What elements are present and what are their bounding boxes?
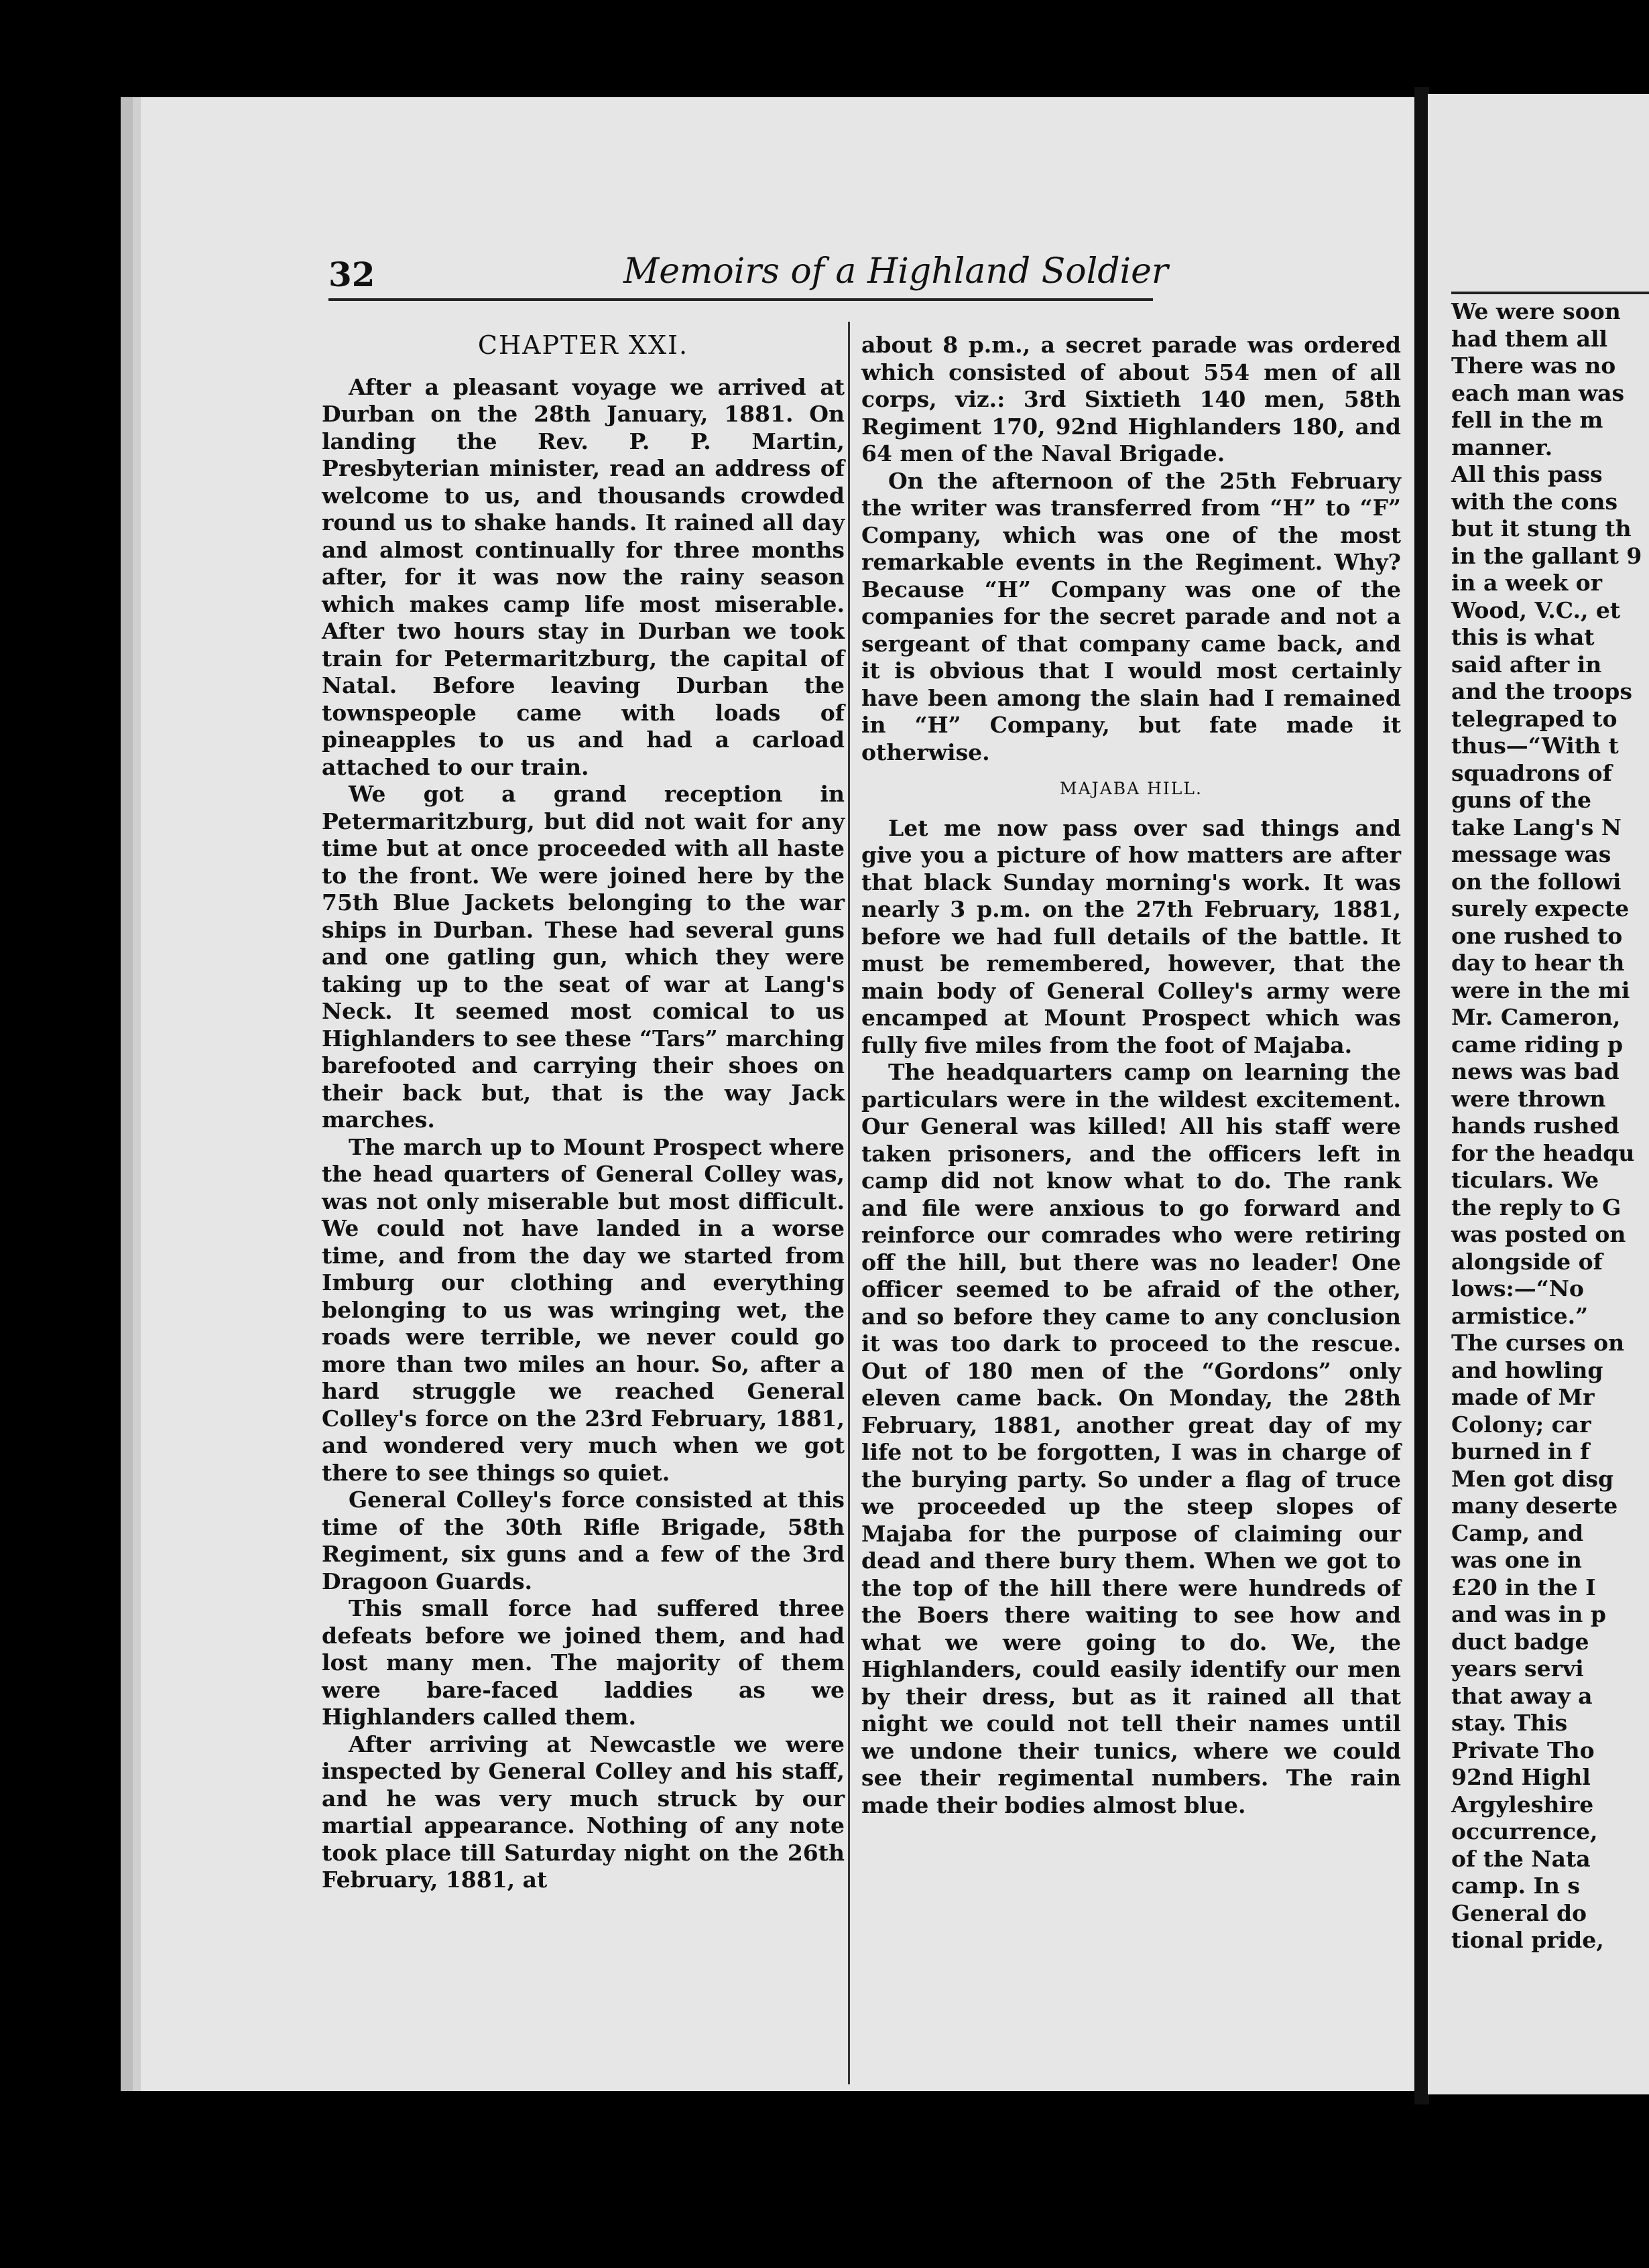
fragment-line: duct badge: [1451, 1628, 1589, 1655]
fragment-line: burned in f: [1451, 1438, 1590, 1464]
fragment-line: £20 in the I: [1451, 1574, 1596, 1600]
chapter-title: CHAPTER XXI.: [477, 330, 689, 360]
fragment-line: with the cons: [1451, 488, 1618, 515]
fragment-line: occurrence,: [1451, 1818, 1598, 1844]
next-page-header-rule: [1451, 292, 1649, 294]
fragment-line: were in the mi: [1451, 976, 1630, 1003]
section-title: MAJABA HILL.: [1060, 779, 1203, 798]
fragment-line: in a week or: [1451, 570, 1603, 596]
fragment-line: this is what: [1451, 624, 1595, 650]
fragment-line: Camp, and: [1451, 1519, 1584, 1546]
fragment-line: and howling: [1451, 1357, 1603, 1383]
fragment-line: one rushed to: [1451, 922, 1623, 949]
fragment-line: take Lang's N: [1451, 814, 1622, 840]
fragment-line: telegraped to: [1451, 705, 1617, 732]
page-number: 32: [328, 255, 375, 294]
fragment-line: squadrons of: [1451, 759, 1612, 786]
fragment-line: came riding p: [1451, 1031, 1624, 1058]
fragment-line: day to hear th: [1451, 950, 1625, 976]
fragment-line: Argyleshire: [1451, 1791, 1594, 1818]
running-title: Memoirs of a Highland Soldier: [623, 251, 1168, 292]
fragment-line: in the gallant 9: [1451, 542, 1642, 569]
fragment-line: armistice.”: [1451, 1302, 1589, 1329]
fragment-line: made of Mr: [1451, 1384, 1595, 1410]
fragment-line: of the Nata: [1451, 1845, 1591, 1872]
fragment-line: surely expecte: [1451, 895, 1630, 922]
fragment-line: camp. In s: [1451, 1873, 1580, 1899]
fragment-line: hands rushed: [1451, 1113, 1620, 1139]
fragment-line: All this pass: [1451, 461, 1603, 487]
fragment-line: The curses on: [1451, 1330, 1625, 1356]
fragment-line: were thrown: [1451, 1085, 1606, 1112]
paragraph: Let me now pass over sad things and give you a picture of how matters are after that black Sunday morning's work. It was nearly 3 p.m. on the 27th February, 1881, before we had full details of the battle. It must be remembered, however, that the main body of General Colley's army were encamped at Mount Prospect which was fully five miles from the foot of Majaba.: [861, 814, 1401, 1058]
fragment-line: the reply to G: [1451, 1194, 1622, 1220]
fragment-line: guns of the: [1451, 787, 1592, 813]
paragraph: General Colley's force consisted at this time of the 30th Rifle Brigade, 58th Regiment, six guns and a few of the 3rd Dragoon Guards.: [322, 1487, 845, 1594]
fragment-line: We were soon: [1451, 298, 1621, 324]
paragraph: We got a grand reception in Petermaritzburg, but did not wait for any time but at once proceeded with all haste to the front. We were joined here by the 75th Blue Jackets belonging to the war ships in Durban. These had several guns and one gatling gun, which they were taking up to the seat of war at Lang's Neck. It seemed most comical to us Highlanders to see these “Tars” marching barefooted and carrying their shoes on their back but, that is the way Jack marches.: [322, 781, 845, 1133]
fragment-line: for the headqu: [1451, 1139, 1635, 1166]
paragraph: The headquarters camp on learning the particulars were in the wildest excitement. Our General was killed! All his staff were taken prisoners, and the officers left in camp did not know what to do. The rank and file were anxious to go forward and reinforce our comrades who were retiring off the hill, but there was no leader! One officer seemed to be afraid of the other, and so before they came to any conclusion it was too dark to proceed to the rescue. Out of 180 men of the “Gordons” only eleven came back. On Monday, the 28th February, 1881, another great day of my life not to be forgotten, I was in charge of the burying party. So under a flag of truce we proceeded up the steep slopes of Majaba for the purpose of claiming our dead and there bury them. When we got to the top of the hill there were hundreds of the Boers there waiting to see how and what we were going to do. We, the Highlanders, could easily identify our men by their dress, but as it rained all that night we could not tell their names until we undone their tunics, where we could see their regimental numbers. The rain made their bodies almost blue.: [861, 1059, 1401, 1818]
fragment-line: alongside of: [1451, 1248, 1603, 1275]
right-column: [861, 332, 1401, 1819]
paragraph: This small force had suffered three defeats before we joined them, and had lost many men. The majority of them were bare-faced laddies as we Highlanders called them.: [322, 1595, 845, 1730]
fragment-line: many deserte: [1451, 1493, 1618, 1519]
fragment-line: was one in: [1451, 1547, 1582, 1573]
fragment-line: Mr. Cameron,: [1451, 1004, 1621, 1030]
fragment-line: years servi: [1451, 1655, 1584, 1682]
fragment-line: tional pride,: [1451, 1927, 1604, 1953]
fragment-line: news was bad: [1451, 1058, 1620, 1084]
fragment-line: each man was: [1451, 379, 1625, 406]
fragment-line: Private Tho: [1451, 1737, 1595, 1763]
fragment-line: lows:—“No: [1451, 1275, 1584, 1302]
fragment-line: on the followi: [1451, 868, 1622, 895]
fragment-line: but it stung th: [1451, 515, 1632, 542]
fragment-line: 92nd Highl: [1451, 1764, 1591, 1790]
fragment-line: manner.: [1451, 434, 1553, 460]
fragment-line: stay. This: [1451, 1710, 1568, 1736]
fragment-line: Men got disg: [1451, 1465, 1614, 1492]
fragment-line: and was in p: [1451, 1601, 1606, 1627]
fragment-line: Wood, V.C., et: [1451, 596, 1621, 623]
column-divider: [848, 322, 850, 2084]
fragment-line: said after in: [1451, 651, 1602, 678]
fragment-line: Colony; car: [1451, 1411, 1591, 1438]
fragment-line: General do: [1451, 1899, 1587, 1926]
fragment-line: ticulars. We: [1451, 1167, 1599, 1193]
left-column: [322, 332, 845, 1894]
paragraph: about 8 p.m., a secret parade was ordered which consisted of about 554 men of all corps, viz.: 3rd Sixtieth 140 men, 58th Regiment 170, 92nd Highlanders 180, and 64 men of the Naval Brigade.: [861, 332, 1401, 466]
fragment-line: was posted on: [1451, 1221, 1626, 1247]
fragment-line: and the troops: [1451, 678, 1632, 704]
next-page-text-fragment: [1451, 298, 1649, 1954]
paragraph: After arriving at Newcastle we were inspected by General Colley and his staff, and he was very much struck by our martial appearance. Nothing of any note took place till Saturday night on the 26th February, 1881, at: [322, 1730, 845, 1893]
paragraph: On the afternoon of the 25th February the writer was transferred from “H” to “F” Company, which was one of the most remarkable events in the Regiment. Why? Because “H” Company was one of the companies for the secret parade and not a sergeant of that company came back, and it is obvious that I would most certainly have been among the slain had I remained in “H” Company, but fate made it otherwise.: [861, 467, 1401, 765]
fragment-line: that away a: [1451, 1682, 1593, 1709]
paragraph: The march up to Mount Prospect where the head quarters of General Colley was, was not only miserable but most difficult. We could not have landed in a worse time, and from the day we started from Imburg our clothing and everything belonging to us was wringing wet, the roads were terrible, we never could go more than two miles an hour. So, after a hard struggle we reached General Colley's force on the 23rd February, 1881, and wondered very much when we got there to see things so quiet.: [322, 1133, 845, 1486]
fragment-line: message was: [1451, 841, 1611, 867]
fragment-line: thus—“With t: [1451, 733, 1619, 759]
fragment-line: fell in the m: [1451, 407, 1603, 433]
page-header: [328, 251, 1168, 301]
fragment-line: There was no: [1451, 353, 1616, 379]
book-spine: [1414, 87, 1429, 2104]
fragment-line: had them all: [1451, 325, 1608, 352]
paragraph: After a pleasant voyage we arrived at Durban on the 28th January, 1881. On landing the Rev. P. P. Martin, Presbyterian minister, read an address of welcome to us, and thousands crowded round us to shake hands. It rained all day and almost continually for three months after, for it was now the rainy season which makes camp life most miserable. After two hours stay in Durban we took train for Petermaritzburg, the capital of Natal. Before leaving Durban the townspeople came with loads of pineapples to us and had a carload attached to our train.: [322, 373, 845, 780]
